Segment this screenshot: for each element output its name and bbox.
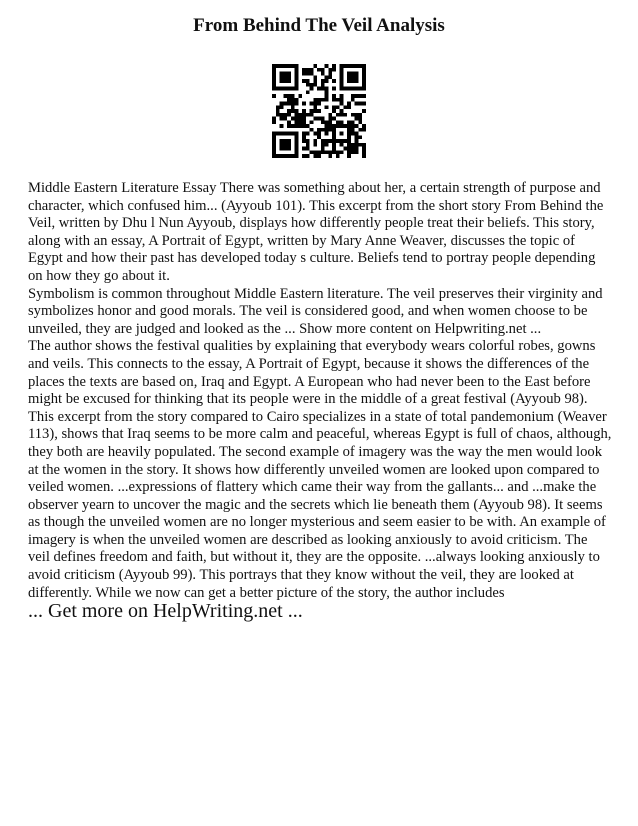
page-title: From Behind The Veil Analysis <box>193 15 445 36</box>
qr-code-icon <box>272 64 366 158</box>
get-more-link[interactable]: ... Get more on HelpWriting.net ... <box>28 600 303 622</box>
paragraph-intro: Middle Eastern Literature Essay There was something about her, a certain strength of purpose and character, which confused him... (Ayyoub 101). This excerpt from the short story From Behind the Veil, written by Dhu l Nun Ayyoub, displays how differently people treat their beliefs. This story, along with an essay, A Portrait of Egypt, written by Mary Anne Weaver, discusses the topic of Egypt and how their past has developed today s culture. Beliefs tend to portray people depending on how they go about it. <box>28 180 604 284</box>
qr-code-graphic <box>272 64 366 158</box>
paragraph-imagery: The author shows the festival qualities by explaining that everybody wears colorful robes, gowns and veils. This connects to the essay, A Portrait of Egypt, because it shows the differences of the places the texts are based on, Iraq and Egypt. A European who had never been to the East before might be excused for thinking that its people were in the middle of a great festival (Ayyoub 98). This excerpt from the story compared to Cairo specializes in a state of total pandemonium (Weaver 113), shows that Iraq seems to be more calm and peaceful, whereas Egypt is full of chaos, although, they both are heavily populated. The second example of imagery was the way the men would look at the women in the story. It shows how differently unveiled women are looked upon compared to veiled women. ...expressions of flattery which came their way from the gallants... and ...make the observer yearn to uncover the magic and the secrets which lie beneath them (Ayyoub 98). It seems as though the unveiled women are no longer mysterious and seem easier to be with. An example of imagery is when the unveiled women are described as looking anxiously to avoid criticism. The veil defines freedom and faith, but without it, they are the opposite. ...always looking anxiously to avoid criticism (Ayyoub 99). This portrays that they know without the veil, they are looked at differently. While we now can get a better picture of the story, the author includes <box>28 338 612 601</box>
article-body <box>28 180 612 602</box>
paragraph-symbolism: Symbolism is common throughout Middle Eastern literature. The veil preserves their virginity and symbolizes honor and good morals. The veil is considered good, and when women choose to be unveiled, they are judged and looked as the ... Show more content on Helpwriting.net ... <box>28 285 603 337</box>
